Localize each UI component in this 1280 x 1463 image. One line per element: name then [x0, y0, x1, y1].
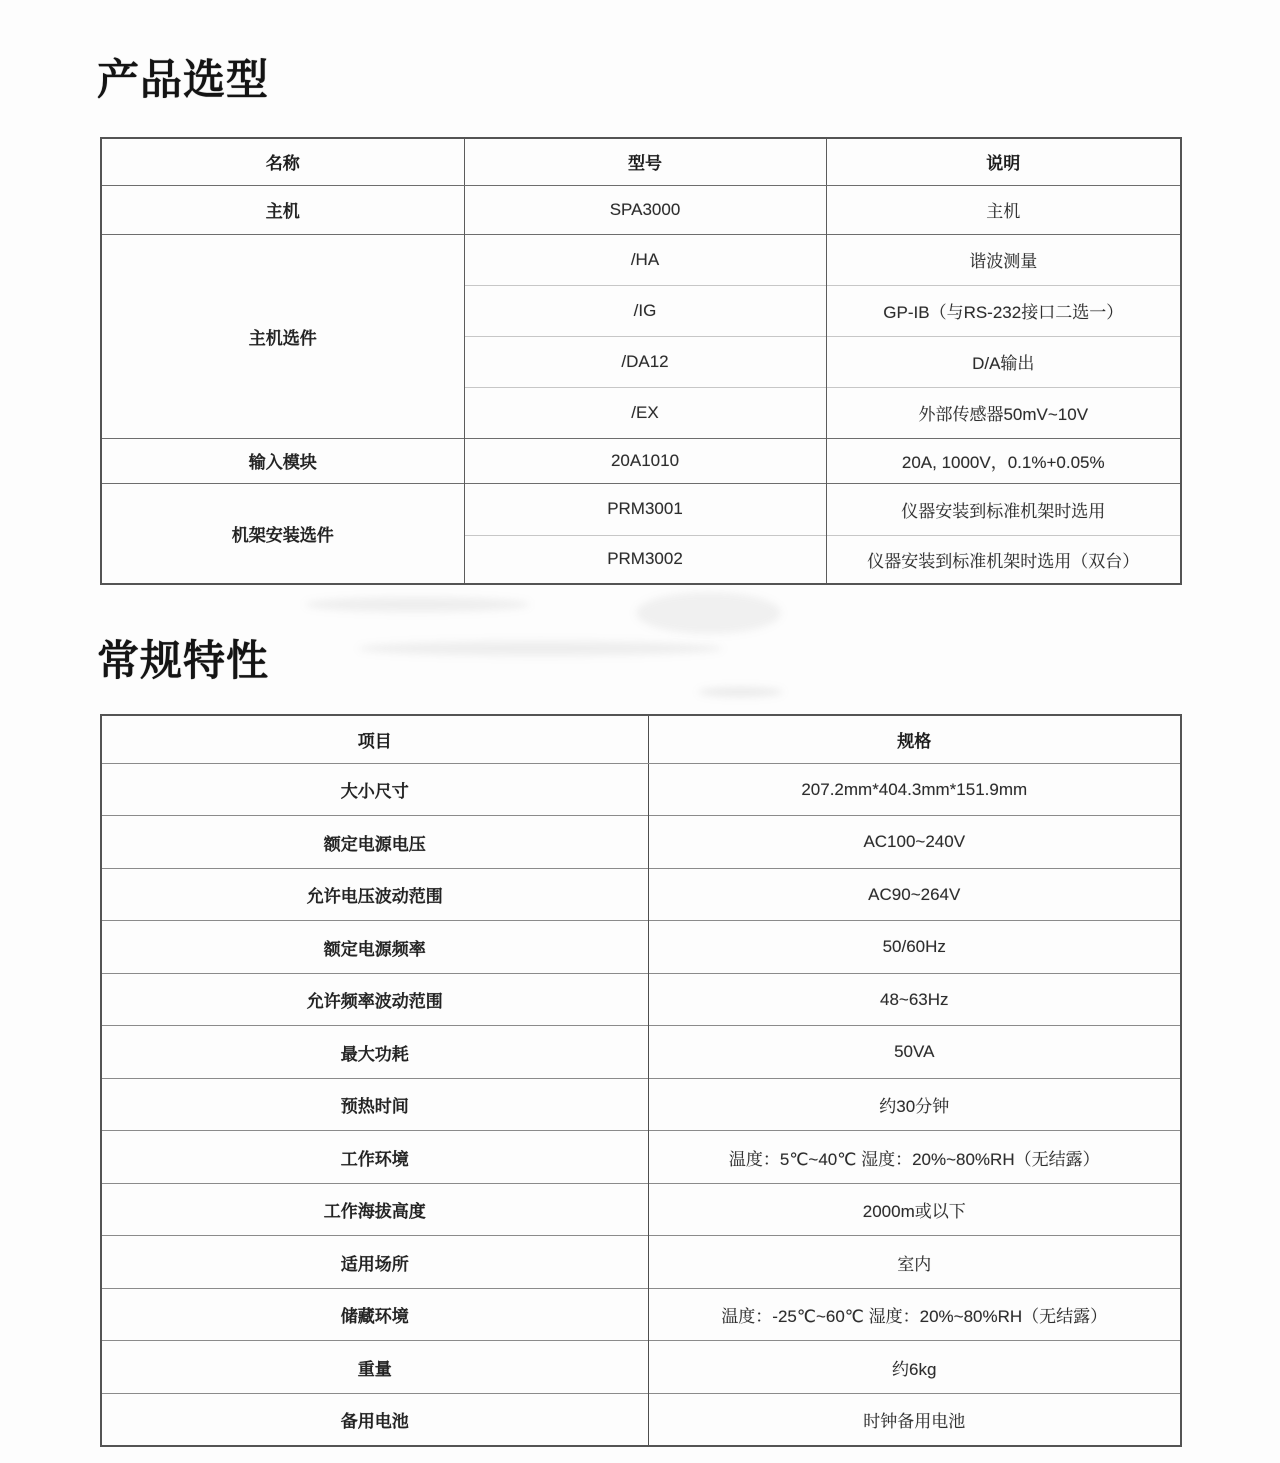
cell-spec: 约6kg	[648, 1341, 1181, 1394]
column-header-item: 项目	[101, 715, 648, 763]
table-row	[101, 1288, 1181, 1341]
cell-model: 20A1010	[464, 438, 826, 483]
cell-spec: 50/60Hz	[648, 921, 1181, 974]
table-row	[101, 234, 1181, 285]
column-header-model: 型号	[464, 138, 826, 185]
table-row	[101, 763, 1181, 816]
column-header-name: 名称	[101, 138, 464, 185]
cell-name: 输入模块	[101, 438, 464, 483]
table-row	[101, 1236, 1181, 1289]
cell-spec: 温度：5℃~40℃ 湿度：20%~80%RH（无结露）	[648, 1131, 1181, 1184]
cell-item: 备用电池	[101, 1393, 648, 1446]
cell-spec: 207.2mm*404.3mm*151.9mm	[648, 763, 1181, 816]
table-row	[101, 1393, 1181, 1446]
cell-item: 最大功耗	[101, 1026, 648, 1079]
cell-spec: 2000m或以下	[648, 1183, 1181, 1236]
cell-item: 额定电源电压	[101, 816, 648, 869]
cell-model: SPA3000	[464, 185, 826, 234]
cell-desc: 外部传感器50mV~10V	[826, 387, 1181, 438]
cell-item: 预热时间	[101, 1078, 648, 1131]
column-header-spec: 规格	[648, 715, 1181, 763]
cell-spec: AC90~264V	[648, 868, 1181, 921]
cell-model: /HA	[464, 234, 826, 285]
table-header-row	[101, 715, 1181, 763]
cell-model: PRM3001	[464, 483, 826, 535]
cell-item: 重量	[101, 1341, 648, 1394]
cell-spec: 温度：-25℃~60℃ 湿度：20%~80%RH（无结露）	[648, 1288, 1181, 1341]
table-row	[101, 868, 1181, 921]
table-row	[101, 1078, 1181, 1131]
cell-model: /EX	[464, 387, 826, 438]
cell-spec: AC100~240V	[648, 816, 1181, 869]
scan-smudge	[698, 687, 783, 697]
cell-spec: 50VA	[648, 1026, 1181, 1079]
cell-desc: 主机	[826, 185, 1181, 234]
cell-spec: 48~63Hz	[648, 973, 1181, 1026]
cell-item: 允许电压波动范围	[101, 868, 648, 921]
cell-desc: 仪器安装到标准机架时选用	[826, 483, 1181, 535]
scan-smudge	[305, 597, 530, 612]
cell-name: 主机	[101, 185, 464, 234]
table-row	[101, 816, 1181, 869]
cell-spec: 室内	[648, 1236, 1181, 1289]
cell-item: 工作环境	[101, 1131, 648, 1184]
cell-name-merged: 机架安装选件	[101, 483, 464, 584]
scan-smudge	[636, 592, 781, 634]
cell-item: 工作海拔高度	[101, 1183, 648, 1236]
section-title-general-characteristics: 常规特性	[97, 637, 270, 685]
table-row	[101, 973, 1181, 1026]
cell-model: PRM3002	[464, 535, 826, 584]
cell-item: 适用场所	[101, 1236, 648, 1289]
cell-item: 额定电源频率	[101, 921, 648, 974]
table-header-row	[101, 138, 1181, 185]
table-row	[101, 1026, 1181, 1079]
general-characteristics-table	[100, 714, 1182, 1447]
cell-name-merged: 主机选件	[101, 234, 464, 438]
table-row	[101, 438, 1181, 483]
section-title-product-selection: 产品选型	[97, 56, 270, 103]
column-header-desc: 说明	[826, 138, 1181, 185]
table-row	[101, 921, 1181, 974]
cell-model: /IG	[464, 285, 826, 336]
table-row	[101, 1183, 1181, 1236]
cell-spec: 约30分钟	[648, 1078, 1181, 1131]
table-row	[101, 185, 1181, 234]
cell-model: /DA12	[464, 336, 826, 387]
table-row	[101, 1131, 1181, 1184]
cell-desc: 仪器安装到标准机架时选用（双台）	[826, 535, 1181, 584]
table-row	[101, 1341, 1181, 1394]
cell-desc: 谐波测量	[826, 234, 1181, 285]
product-selection-table	[100, 137, 1182, 585]
cell-item: 允许频率波动范围	[101, 973, 648, 1026]
cell-item: 储藏环境	[101, 1288, 648, 1341]
table-row	[101, 483, 1181, 535]
cell-spec: 时钟备用电池	[648, 1393, 1181, 1446]
cell-desc: D/A输出	[826, 336, 1181, 387]
cell-desc: GP-IB（与RS-232接口二选一）	[826, 285, 1181, 336]
cell-item: 大小尺寸	[101, 763, 648, 816]
cell-desc: 20A, 1000V，0.1%+0.05%	[826, 438, 1181, 483]
